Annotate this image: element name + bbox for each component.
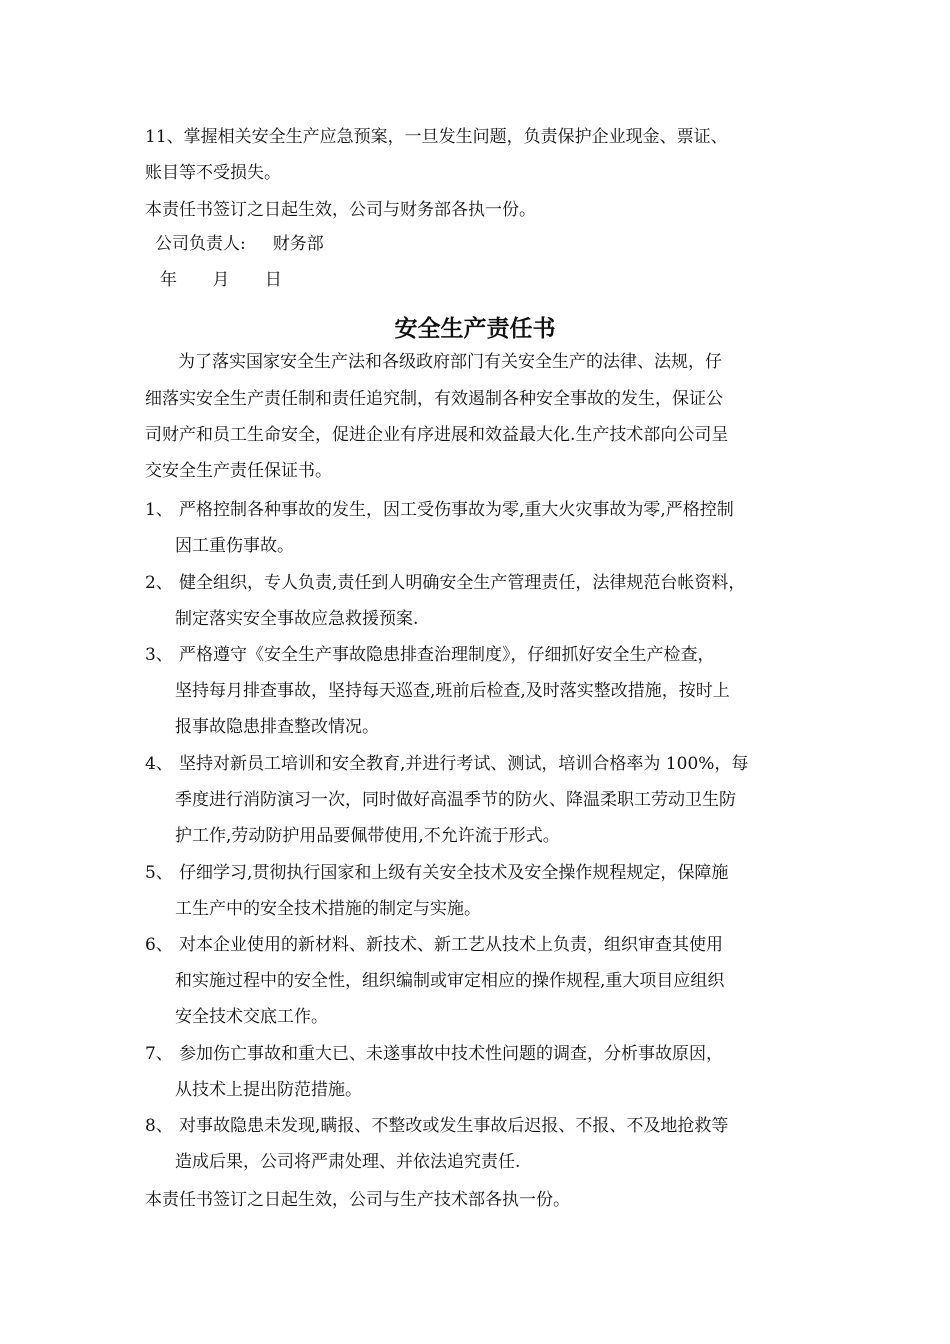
clause-5 [145,855,825,927]
prev-clause-11-line2: 账目等不受损失。 [145,163,281,183]
clause-line: 对事故隐患未发现,瞒报、不整改或发生事故后迟报、不报、不及地抢救等 [179,1116,729,1136]
clause-number: 5、 [145,863,173,883]
clause-6 [145,927,825,1035]
clause-line: 从技术上提出防范措施。 [175,1080,362,1100]
clause-7 [145,1036,825,1108]
clause-line: 造成后果，公司将严肃处理、并依法追究责任. [175,1152,521,1172]
clause-8 [145,1108,825,1180]
clause-number: 2、 [145,573,173,593]
clause-line: 仔细学习,贯彻执行国家和上级有关安全技术及安全操作规程规定，保障施 [179,863,729,883]
clause-number: 3、 [145,645,173,665]
clause-number: 8、 [145,1116,173,1136]
clause-line: 制定落实安全事故应急救援预案. [175,609,419,629]
closing-statement: 本责任书签订之日起生效，公司与生产技术部各执一份。 [145,1190,570,1210]
prev-date-line [160,268,282,292]
intro-line-1: 为了落实国家安全生产法和各级政府部门有关安全生产的法律、法规，仔 [178,352,722,372]
clause-line: 护工作,劳动防护用品要佩带使用,不允许流于形式。 [175,826,560,846]
document-title: 安全生产责任书 [394,316,556,342]
clause-line: 报事故隐患排查整改情况。 [175,717,379,737]
prev-effective-statement: 本责任书签订之日起生效，公司与财务部各执一份。 [145,200,536,220]
intro-line-2: 细落实安全生产责任制和责任追究制，有效遏制各种安全事故的发生，保证公 [145,389,723,409]
clause-2 [145,565,825,637]
clause-line: 季度进行消防演习一次，同时做好高温季节的防火、降温柔职工劳动卫生防 [175,790,736,810]
date-month: 月 [212,270,230,290]
date-day: 日 [264,270,282,290]
clause-line: 工生产中的安全技术措施的制定与实施。 [175,899,481,919]
clause-number: 4、 [145,754,173,774]
clause-line: 严格控制各种事故的发生，因工受伤事故为零,重大火灾事故为零,严格控制 [179,500,734,520]
clause-line: 坚持每月排查事故，坚持每天巡查,班前后检查,及时落实整改措施，按时上 [175,681,730,701]
clause-line: 对本企业使用的新材料、新技术、新工艺从技术上负责，组织审查其使用 [179,935,723,955]
clause-line: 严格遵守《安全生产事故隐患排查治理制度》，仔细抓好安全生产检查， [179,645,715,665]
clause-line: 安全技术交底工作。 [175,1007,328,1027]
date-year: 年 [160,270,177,290]
prev-signers: 公司负责人: 财务部 [155,234,324,254]
clause-3 [145,637,825,745]
clause-line: 参加伤亡事故和重大已、未遂事故中技术性问题的调查，分析事故原因， [179,1044,723,1064]
intro-line-3: 司财产和员工生命安全，促进企业有序进展和效益最大化.生产技术部向公司呈 [145,425,729,445]
clause-line: 和实施过程中的安全性，组织编制或审定相应的操作规程,重大项目应组织 [175,971,725,991]
clause-4 [145,746,825,854]
clause-number: 7、 [145,1044,173,1064]
clause-1 [145,492,825,564]
clause-number: 6、 [145,935,173,955]
clause-line: 健全组织，专人负责,责任到人明确安全生产管理责任，法律规范台帐资料， [179,573,746,593]
intro-line-4: 交安全生产责任保证书。 [145,461,332,481]
clause-line: 因工重伤事故。 [175,536,294,556]
clause-line: 坚持对新员工培训和安全教育,并进行考试、测试，培训合格率为 100%，每 [179,754,749,774]
clause-number: 1、 [145,500,173,520]
prev-clause-11-line1: 11、掌握相关安全生产应急预案，一旦发生问题，负责保护企业现金、票证、 [145,127,728,147]
